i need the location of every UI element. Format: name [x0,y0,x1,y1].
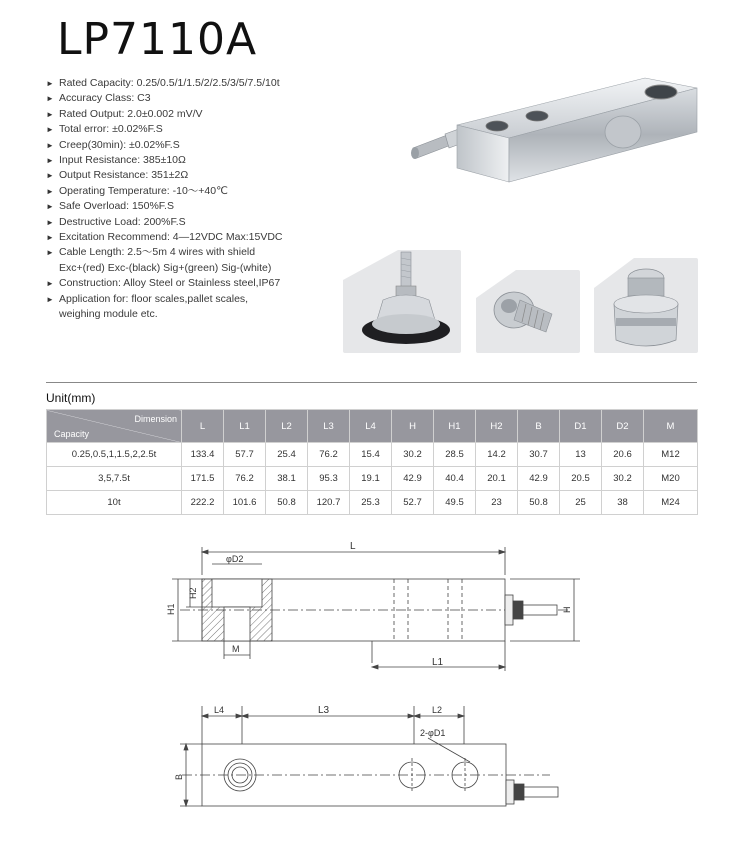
pin-accessory-photo [594,258,698,353]
table-cell: 49.5 [434,491,476,515]
dim-label-L: L [350,541,356,552]
table-cell: 57.7 [224,443,266,467]
table-cell: 30.2 [392,443,434,467]
table-cell: 25 [560,491,602,515]
load-cell-photo [405,70,705,195]
dim-label-L3: L3 [318,705,330,716]
table-cell: 0.25,0.5,1,1.5,2,2.5t [47,443,182,467]
dim-label-M: M [232,644,240,654]
spec-item: ► Operating Temperature: -10～+40℃ [46,184,228,197]
spec-item: ► Creep(30min): ±0.02%F.S [46,138,180,151]
table-header-cell: H [392,410,434,443]
table-cell: 30.2 [602,467,644,491]
table-header-cell: B [518,410,560,443]
dim-label-L4: L4 [214,705,225,715]
spec-item: ► Excitation Recommend: 4—12VDC Max:15VDC [46,231,283,244]
section-divider [46,382,697,383]
dim-label-D1: 2-φD1 [420,728,446,738]
table-cell: 95.3 [308,467,350,491]
capacity-corner-label: Capacity [54,429,90,439]
table-header-cell: D1 [560,410,602,443]
spec-item: ► Rated Output: 2.0±0.002 mV/V [46,107,203,120]
dimension-table [46,409,698,515]
table-cell: 20.6 [602,443,644,467]
table-cell: 15.4 [350,443,392,467]
dim-label-D2: φD2 [226,554,244,564]
spec-item: ► Safe Overload: 150%F.S [46,200,174,213]
table-cell: 28.5 [434,443,476,467]
spec-item: ► Total error: ±0.02%F.S [46,123,163,136]
dimension-corner-label: Dimension [134,414,177,424]
dim-label-L2: L2 [432,705,443,715]
table-header-cell: H1 [434,410,476,443]
table-header-cell: M [644,410,698,443]
table-cell: 171.5 [182,467,224,491]
dim-label-H2: H2 [188,587,198,599]
dim-label-L1: L1 [432,657,444,668]
table-row [47,443,698,467]
table-cell: 25.4 [266,443,308,467]
table-cell: 38.1 [266,467,308,491]
spec-item: ► Accuracy Class: C3 [46,92,151,105]
table-header-cell: L [182,410,224,443]
table-cell: 25.3 [350,491,392,515]
spec-item: ► Construction: Alloy Steel or Stainless steel,IP67 [46,277,281,290]
table-corner-cell [47,410,182,443]
table-cell: 42.9 [392,467,434,491]
dim-label-H: H [562,606,572,613]
table-cell: 76.2 [224,467,266,491]
table-cell: 50.8 [518,491,560,515]
dim-label-H1: H1 [166,603,176,615]
table-header-cell: H2 [476,410,518,443]
table-header-cell: L2 [266,410,308,443]
unit-label: Unit(mm) [46,391,96,405]
bolt-accessory-photo [476,270,580,353]
table-cell: 19.1 [350,467,392,491]
table-cell: 50.8 [266,491,308,515]
spec-item: ► Input Resistance: 385±10Ω [46,154,186,167]
table-row [47,491,698,515]
table-row [47,467,698,491]
spec-item: ► Cable Length: 2.5～5m 4 wires with shield Exc+(red) Exc-(black) Sig+(green) Sig-(white) [46,246,272,274]
side-view-drawing [150,535,590,675]
table-cell: 76.2 [308,443,350,467]
page-title: LP7110A [57,14,258,65]
table-header-cell: L3 [308,410,350,443]
table-cell: 133.4 [182,443,224,467]
table-cell: M20 [644,467,698,491]
table-cell: 20.5 [560,467,602,491]
table-cell: 101.6 [224,491,266,515]
table-cell: 40.4 [434,467,476,491]
table-cell: 120.7 [308,491,350,515]
spec-item: ► Rated Capacity: 0.25/0.5/1/1.5/2/2.5/3/5/7.5/10t [46,77,280,89]
foot-accessory-photo [343,250,461,353]
table-cell: 23 [476,491,518,515]
spec-item: ► Output Resistance: 351±2Ω [46,169,189,182]
table-header-row [47,410,698,443]
spec-item: ► Application for: floor scales,pallet scales, weighing module etc. [46,292,249,321]
table-cell: 38 [602,491,644,515]
table-cell: 222.2 [182,491,224,515]
table-cell: 13 [560,443,602,467]
spec-list [46,76,346,323]
table-header-cell: D2 [602,410,644,443]
table-cell: 20.1 [476,467,518,491]
table-cell: 10t [47,491,182,515]
table-cell: 30.7 [518,443,560,467]
table-cell: 42.9 [518,467,560,491]
table-cell: 14.2 [476,443,518,467]
table-header-cell: L1 [224,410,266,443]
table-cell: M24 [644,491,698,515]
table-cell: 3,5,7.5t [47,467,182,491]
table-header-cell: L4 [350,410,392,443]
table-cell: M12 [644,443,698,467]
top-view-drawing [170,700,570,815]
spec-item: ► Destructive Load: 200%F.S [46,215,186,228]
dim-label-B: B [174,773,184,780]
table-cell: 52.7 [392,491,434,515]
